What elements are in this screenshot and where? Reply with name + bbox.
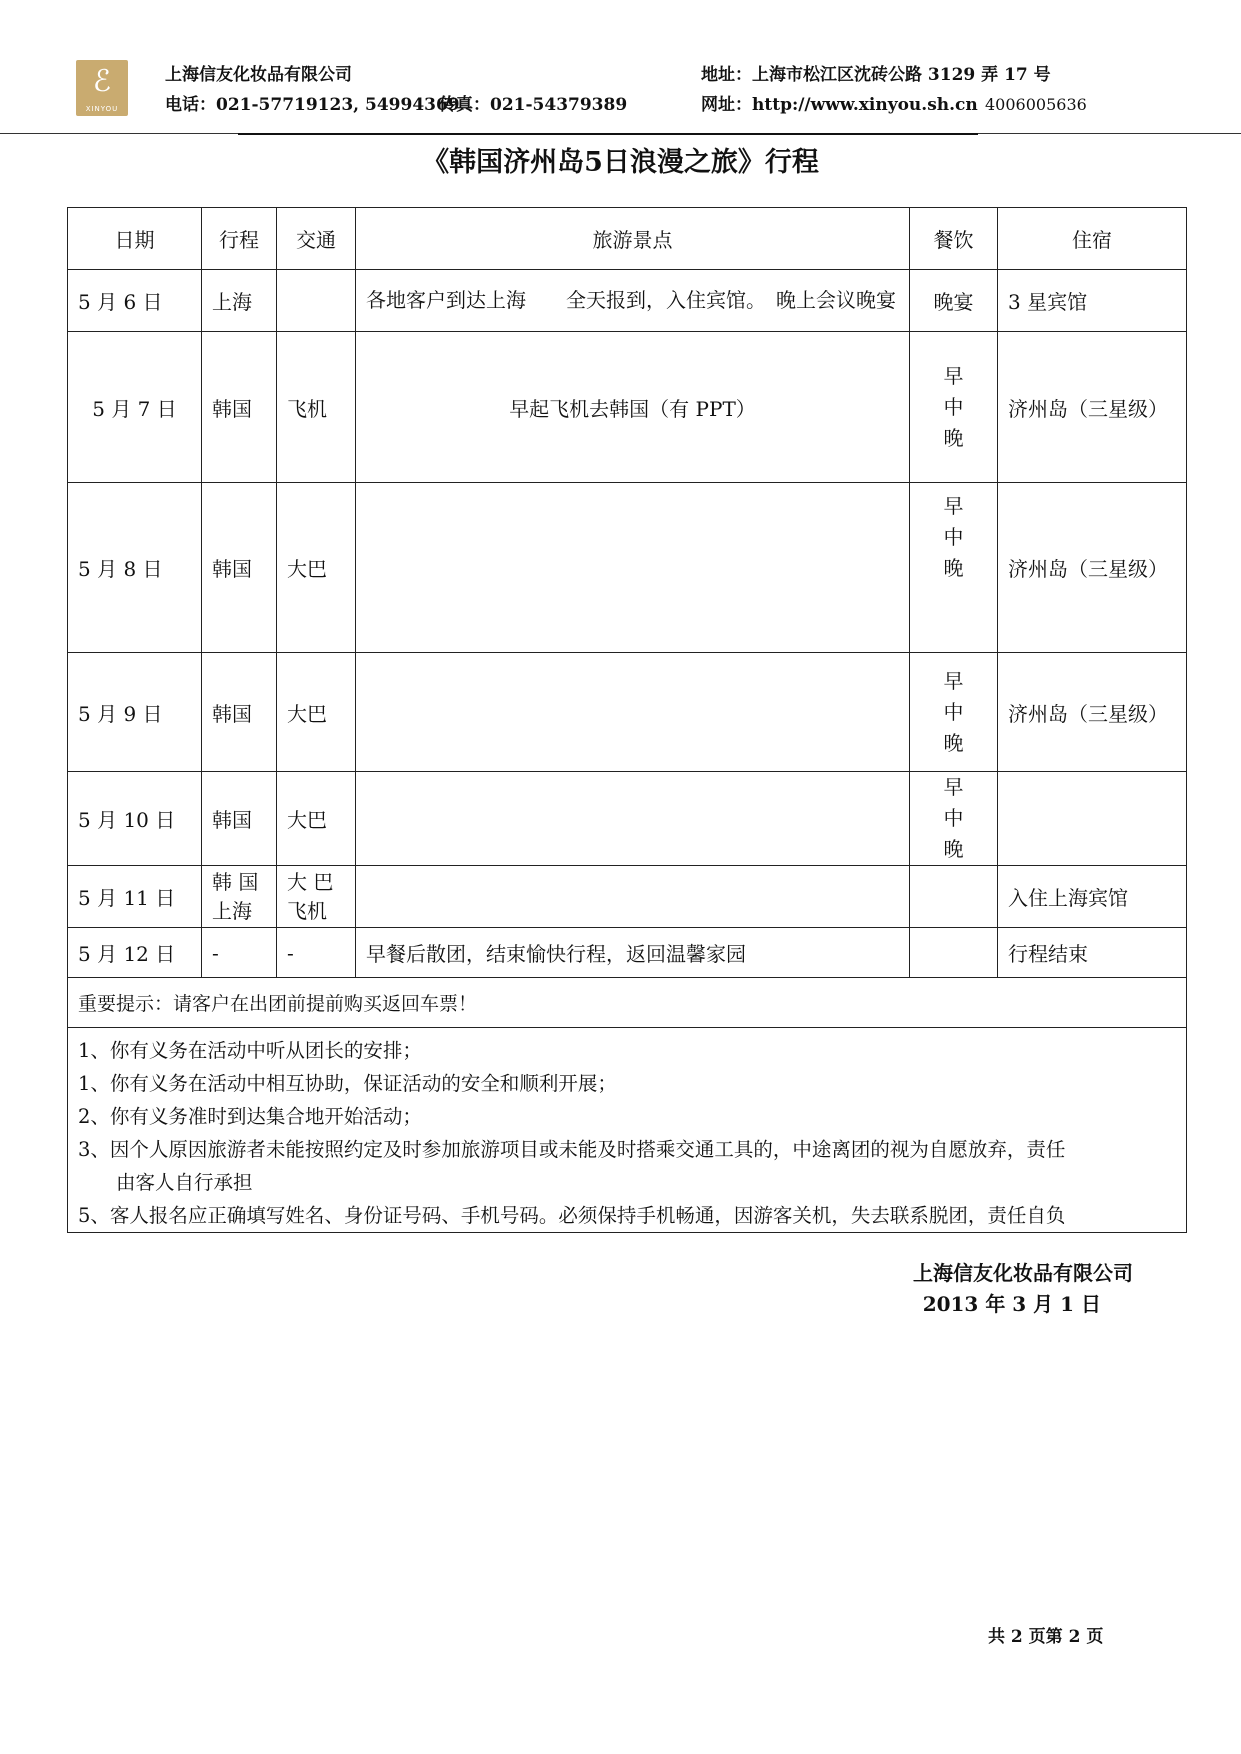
rule-item: 5、客人报名应正确填写姓名、身份证号码、手机号码。必须保持手机畅通，因游客关机，失去联系脱团，责任自负	[78, 1204, 1066, 1227]
row-spots: 早餐后散团，结束愉快行程，返回温馨家园	[356, 928, 910, 978]
row-spots: 早起飞机去韩国（有 PPT）	[356, 332, 910, 483]
rule-item: 2、你有义务准时到达集合地开始活动；	[78, 1105, 422, 1128]
row-transport: 大巴	[277, 653, 356, 772]
company-name: 上海信友化妆品有限公司	[165, 65, 352, 85]
row-date: 5 月 8 日	[68, 483, 202, 653]
rule-item: 3、因个人原因旅游者未能按照约定及时参加旅游项目或未能及时搭乘交通工具的，中途离团的视为自愿放弃，责任	[78, 1138, 1066, 1161]
row-route: 上海	[202, 270, 277, 332]
row-route: 韩 国 上海	[202, 866, 277, 928]
row-spots: 各地客户到达上海 全天报到，入住宾馆。 晚上会议晚宴	[356, 270, 910, 332]
table-row	[68, 483, 1187, 653]
row-route: 韩国	[202, 772, 277, 866]
logo-swirl-icon: ℰ	[92, 64, 112, 99]
row-route: 韩国	[202, 332, 277, 483]
row-spots	[356, 653, 910, 772]
row-meals: 早中晚	[910, 653, 998, 772]
table-row	[68, 653, 1187, 772]
row-meals: 早中晚	[910, 483, 998, 653]
header-hotel: 住宿	[998, 208, 1187, 270]
row-hotel: 入住上海宾馆	[998, 866, 1187, 928]
row-transport: 大 巴 飞机	[277, 866, 356, 928]
company-logo	[76, 60, 128, 116]
row-hotel: 济州岛（三星级）	[998, 653, 1187, 772]
row-hotel: 3 星宾馆	[998, 270, 1187, 332]
rule-item: 1、你有义务在活动中相互协助，保证活动的安全和顺利开展；	[78, 1072, 617, 1095]
row-transport: 大巴	[277, 772, 356, 866]
rule-item-continuation: 由客人自行承担	[116, 1171, 253, 1194]
row-hotel: 济州岛（三星级）	[998, 332, 1187, 483]
table-row	[68, 270, 1187, 332]
row-meals: 早中晚	[910, 772, 998, 866]
header-date: 日期	[68, 208, 202, 270]
company-address: 地址：上海市松江区沈砖公路 3129 弄 17 号	[701, 65, 1051, 85]
row-transport: 大巴	[277, 483, 356, 653]
fax-number: 传真：021-54379389	[439, 95, 628, 115]
important-notice: 重要提示：请客户在出团前提前购买返回车票！	[68, 978, 1187, 1028]
hotline-number: 4006005636	[985, 95, 1087, 114]
phone-number: 电话：021-57719123, 54994369	[165, 95, 460, 115]
table-row	[68, 928, 1187, 978]
row-route: 韩国	[202, 653, 277, 772]
row-spots	[356, 772, 910, 866]
page-number: 共 2 页第 2 页	[988, 1627, 1104, 1647]
letterhead	[0, 0, 1241, 135]
header-spots: 旅游景点	[356, 208, 910, 270]
row-meals: 晚宴	[910, 270, 998, 332]
rules-row	[68, 1028, 1187, 1233]
header-transport: 交通	[277, 208, 356, 270]
row-route: 韩国	[202, 483, 277, 653]
row-date: 5 月 7 日	[68, 332, 202, 483]
row-spots	[356, 866, 910, 928]
row-meals	[910, 928, 998, 978]
header-divider-thick	[238, 133, 978, 135]
row-meals	[910, 866, 998, 928]
row-hotel	[998, 772, 1187, 866]
row-date: 5 月 6 日	[68, 270, 202, 332]
header-route: 行程	[202, 208, 277, 270]
row-hotel: 行程结束	[998, 928, 1187, 978]
row-spots	[356, 483, 910, 653]
row-transport: 飞机	[277, 332, 356, 483]
notice-row	[68, 978, 1187, 1028]
rule-item: 1、你有义务在活动中听从团长的安排；	[78, 1039, 422, 1062]
signature-date: 2013 年 3 月 1 日	[922, 1292, 1101, 1316]
table-row	[68, 332, 1187, 483]
row-route: -	[202, 928, 277, 978]
row-transport	[277, 270, 356, 332]
signature-company: 上海信友化妆品有限公司	[913, 1261, 1133, 1285]
header-meals: 餐饮	[910, 208, 998, 270]
row-meals: 早中晚	[910, 332, 998, 483]
row-date: 5 月 11 日	[68, 866, 202, 928]
logo-text: XINYOU	[85, 105, 119, 113]
document-title: 《韩国济州岛5日浪漫之旅》行程	[422, 147, 819, 178]
rules-list	[68, 1028, 1187, 1233]
itinerary-table	[67, 207, 1187, 1233]
row-transport: -	[277, 928, 356, 978]
table-header-row	[68, 208, 1187, 270]
row-date: 5 月 12 日	[68, 928, 202, 978]
row-date: 5 月 9 日	[68, 653, 202, 772]
company-website: 网址：http://www.xinyou.sh.cn	[701, 95, 978, 115]
table-row	[68, 866, 1187, 928]
table-row	[68, 772, 1187, 866]
row-hotel: 济州岛（三星级）	[998, 483, 1187, 653]
row-date: 5 月 10 日	[68, 772, 202, 866]
